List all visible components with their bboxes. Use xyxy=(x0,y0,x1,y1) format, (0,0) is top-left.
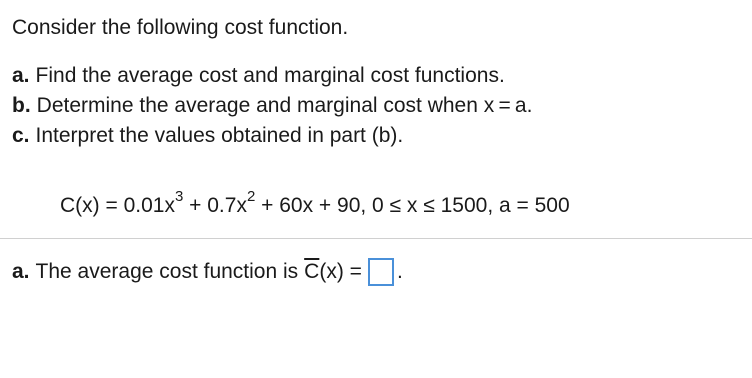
answer-a-letter: a. xyxy=(12,260,30,283)
average-cost-args: (x) = xyxy=(319,260,362,283)
average-cost-symbol: $\overline{C}$ xyxy=(304,260,320,283)
section-divider xyxy=(0,238,752,239)
equation-lhs: C(x) = 0.01x xyxy=(60,194,175,217)
average-cost-answer-input[interactable] xyxy=(368,258,394,286)
equation-exponent-3: 3 xyxy=(174,188,184,205)
equation-middle: + 0.7x xyxy=(183,194,247,217)
part-b-letter: b. xyxy=(12,94,31,117)
problem-parts-list xyxy=(12,61,532,151)
part-a-instruction xyxy=(12,61,532,91)
cost-function-equation xyxy=(60,188,570,220)
part-a-letter: a. xyxy=(12,64,30,87)
part-a-text: Find the average cost and marginal cost functions. xyxy=(35,64,505,87)
problem-intro: Consider the following cost function. xyxy=(12,16,349,39)
part-c-letter: c. xyxy=(12,124,30,147)
part-c-instruction xyxy=(12,121,532,151)
answer-period: . xyxy=(396,260,403,283)
answer-a-prompt: The average cost function is xyxy=(35,260,299,283)
equation-rest: + 60x + 90, 0 ≤ x ≤ 1500, a = 500 xyxy=(255,194,570,217)
part-b-instruction xyxy=(12,91,532,121)
part-b-text: Determine the average and marginal cost when x = a. xyxy=(36,94,533,117)
equation-exponent-2: 2 xyxy=(246,188,256,205)
part-c-text: Interpret the values obtained in part (b). xyxy=(35,124,404,147)
answer-row-a xyxy=(12,256,403,288)
